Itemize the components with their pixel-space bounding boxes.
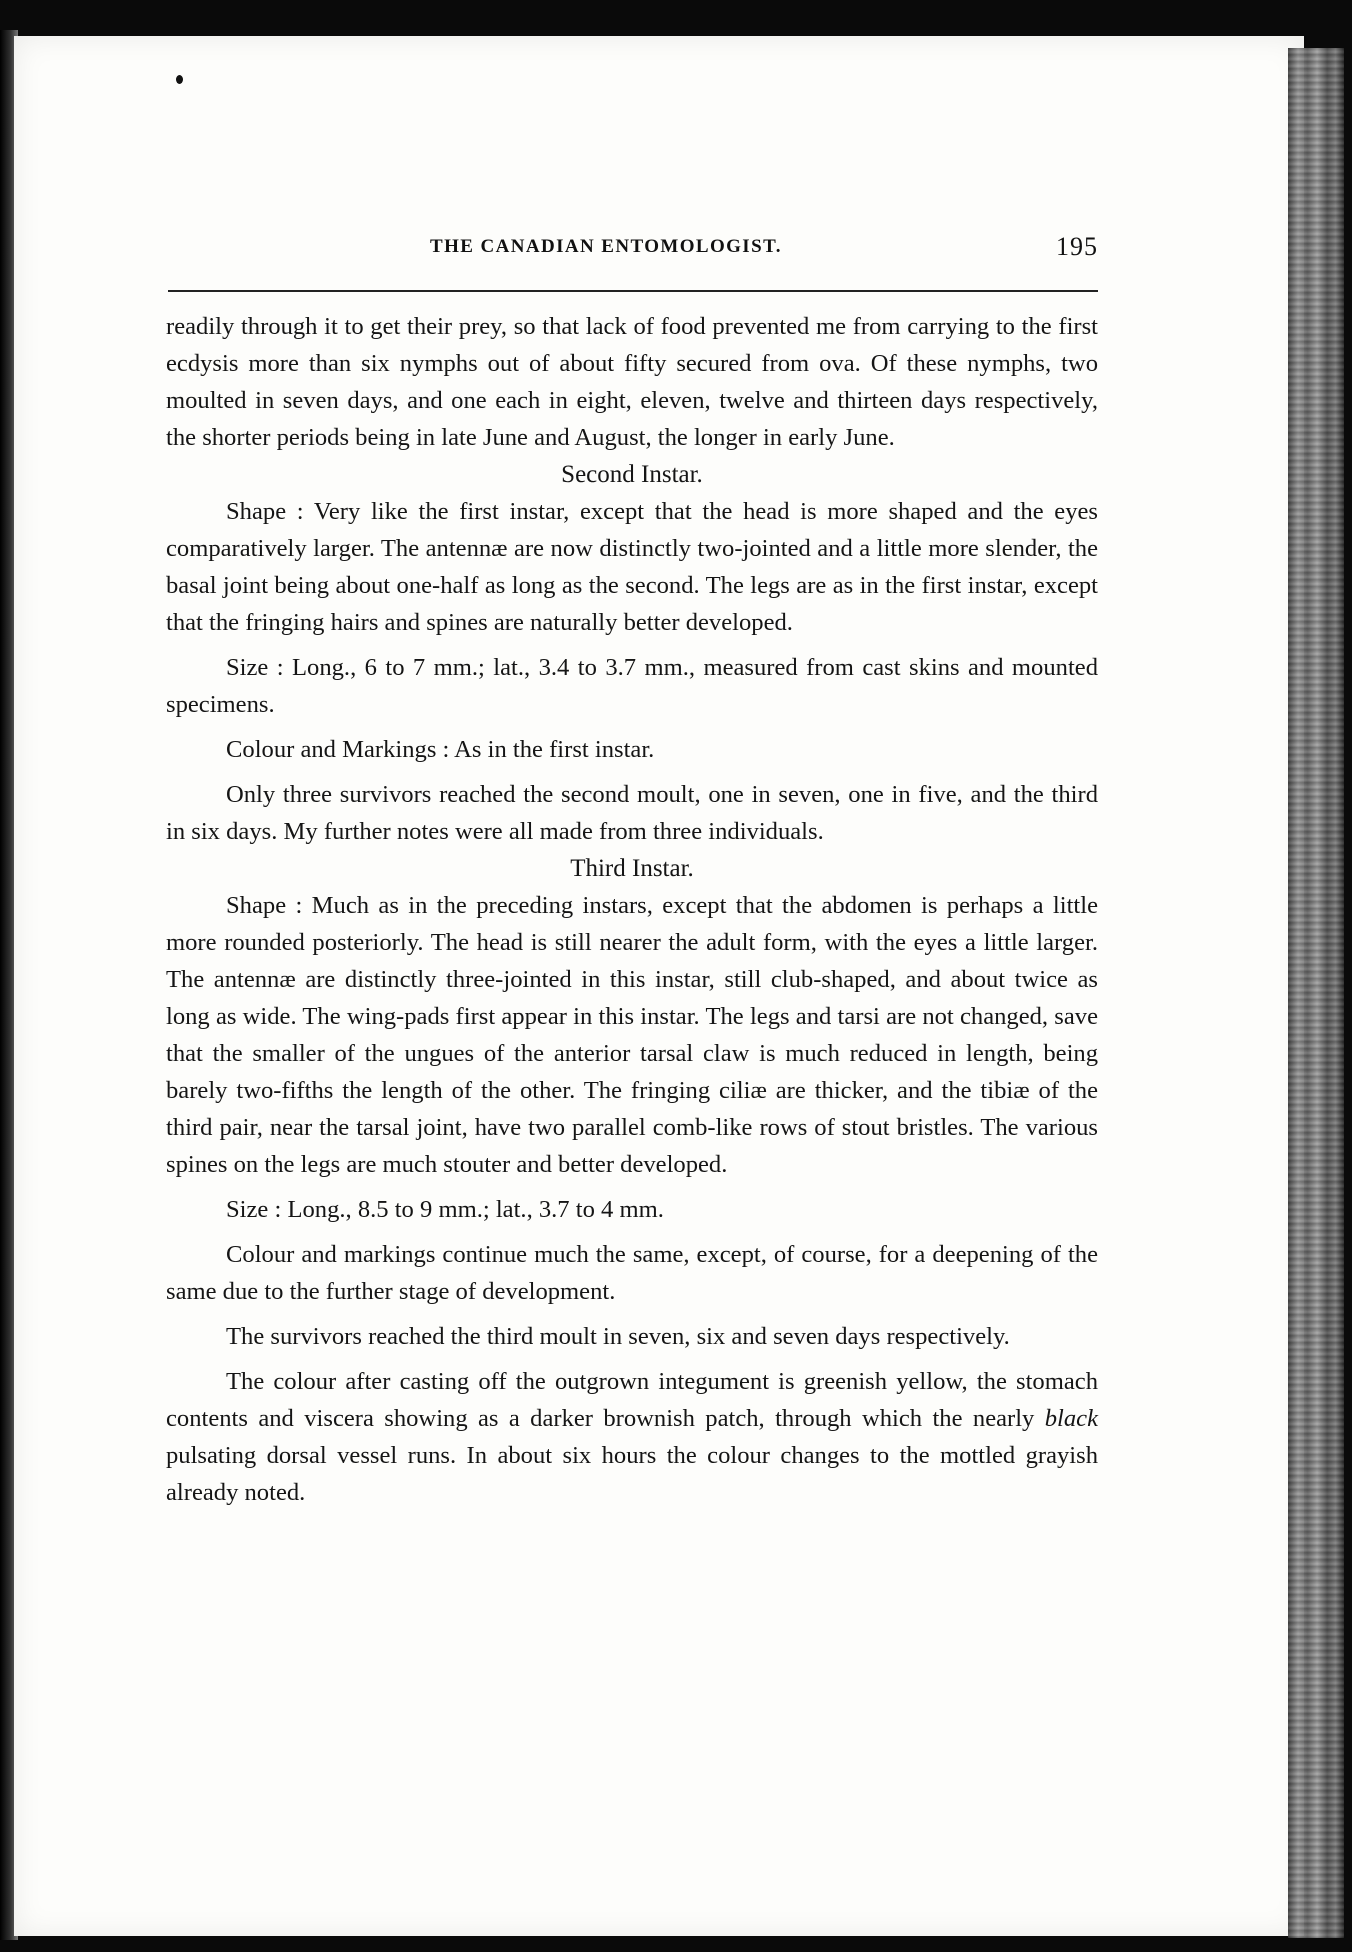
section-heading-third-instar: Third Instar. — [570, 855, 694, 882]
body-text — [166, 308, 1098, 1511]
book-spine-edge — [1288, 48, 1344, 1938]
italic-black: black — [1044, 1405, 1098, 1432]
ink-speck — [176, 75, 183, 84]
paragraph-third-colour: Colour and markings continue much the same, except, of course, for a deepening of the same due to the further stage of development. — [166, 1241, 1098, 1305]
paragraph-third-colour-after — [166, 1363, 1098, 1511]
header-rule — [168, 290, 1098, 292]
paragraph-second-shape: Shape : Very like the first instar, except that the head is more shaped and the eyes comparatively larger. The antennæ are now distinctly two-jointed and a little more slender, the basal joint being about one-half as long as the second. The legs are as in the first instar, except that the fringing hairs and spines are naturally better developed. — [166, 498, 1098, 636]
paragraph-continued: readily through it to get their prey, so that lack of food prevented me from carrying to the first ecdysis more than six nymphs out of about fifty secured from ova. Of these nymphs, two moulted in seven days, and one each in eight, eleven, twelve and thirteen days respectively, the shorter periods being in late June and August, the longer in early June. — [166, 313, 1098, 451]
paragraph-second-size: Size : Long., 6 to 7 mm.; lat., 3.4 to 3.7 mm., measured from cast skins and mounted specimens. — [166, 654, 1098, 718]
paragraph-third-shape: Shape : Much as in the preceding instars, except that the abdomen is perhaps a little more rounded posteriorly. The head is still nearer the adult form, with the eyes a little larger. The antennæ are distinctly three-jointed in this instar, still club-shaped, and about twice as long as wide. The wing-pads first appear in this instar. The legs and tarsi are not changed, save that the smaller of the ungues of the anterior tarsal claw is much reduced in length, being barely two-fifths the length of the other. The fringing ciliæ are thicker, and the tibiæ of the third pair, near the tarsal joint, have two parallel comb-like rows of stout bristles. The various spines on the legs are much stouter and better developed. — [166, 892, 1098, 1178]
colour-after-text-1: The colour after casting off the outgrown integument is greenish yellow, the stomach contents and viscera showing as a darker brownish patch, through which the nearly — [166, 1368, 1098, 1432]
page-header — [168, 232, 1098, 266]
paragraph-third-size: Size : Long., 8.5 to 9 mm.; lat., 3.7 to 4 mm. — [226, 1196, 664, 1223]
paragraph-second-survivors: Only three survivors reached the second moult, one in seven, one in five, and the third in six days. My further notes were all made from three individuals. — [166, 781, 1098, 845]
running-head: THE CANADIAN ENTOMOLOGIST. — [430, 236, 782, 257]
paragraph-second-colour: Colour and Markings : As in the first instar. — [226, 736, 655, 763]
paragraph-third-survivors: The survivors reached the third moult in seven, six and seven days respectively. — [226, 1323, 1010, 1350]
colour-after-text-2: pulsating dorsal vessel runs. In about six hours the colour changes to the mottled grayish already noted. — [166, 1442, 1098, 1506]
section-heading-second-instar: Second Instar. — [561, 461, 703, 488]
page-number: 195 — [1056, 232, 1098, 261]
